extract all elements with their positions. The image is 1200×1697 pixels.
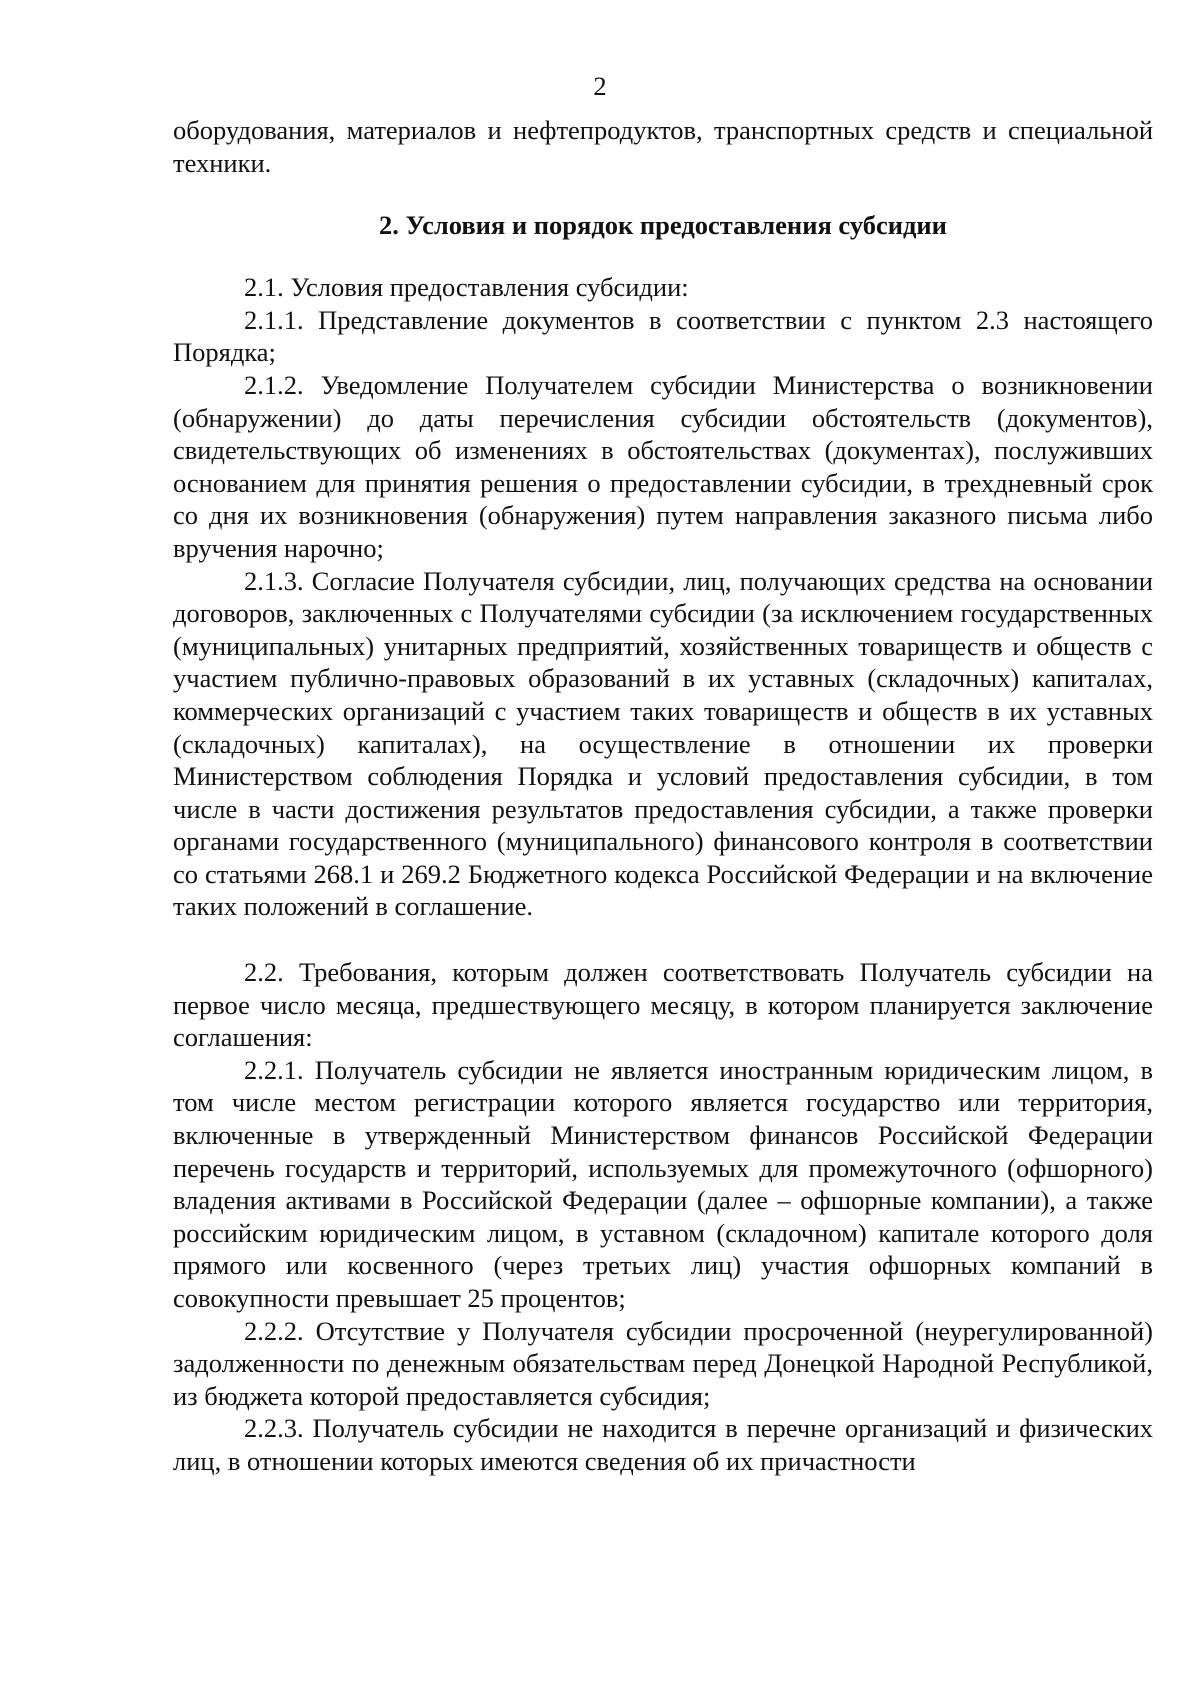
document-body	[173, 114, 1153, 1478]
paragraph-2-2-3: 2.2.3. Получатель субсидии не находится в перечне организаций и физических лиц, в отношении которых имеются сведения об их причастности	[173, 1413, 1153, 1476]
page-number: 2	[593, 71, 607, 101]
paragraph-2-1: 2.1. Условия предоставления субсидии:	[244, 272, 689, 303]
paragraph-continuation: оборудования, материалов и нефтепродуктов, транспортных средств и специальной техники.	[173, 115, 1153, 178]
paragraph-2-1-2: 2.1.2. Уведомление Получателем субсидии Министерства о возникновении (обнаружении) до даты перечисления субсидии обстоятельств (документов), свидетельствующих об изменениях в обстоятельствах (документах), послуживших основанием для принятия решения о предоставлении субсидии, в трехдневный срок со дня их возникновения (обнаружения) путем направления заказного письма либо вручения нарочно;	[173, 369, 1153, 563]
paragraph-2-1-1: 2.1.1. Представление документов в соответствии с пунктом 2.3 настоящего Порядка;	[173, 304, 1153, 368]
paragraph-2-2-1: 2.2.1. Получатель субсидии не является иностранным юридическим лицом, в том числе местом регистрации которого является государство или территория, включенные в утвержденный Министерством финансов Российской Федерации перечень государств и территорий, используемых для промежуточного (офшорного) владения активами в Российской Федерации (далее – офшорные компании), а также российским юридическим лицом, в уставном (складочном) капитале которого доля прямого или косвенного (через третьих лиц) участия офшорных компаний в совокупности превышает 25 процентов;	[173, 1054, 1153, 1313]
paragraph-2-2: 2.2. Требования, которым должен соответствовать Получатель субсидии на первое число месяца, предшествующего месяцу, в котором планируется заключение соглашения:	[173, 957, 1153, 1053]
paragraph-spacer	[173, 923, 1153, 956]
paragraph-2-2-2: 2.2.2. Отсутствие у Получателя субсидии просроченной (неурегулированной) задолженности по денежным обязательствам перед Донецкой Народной Республикой, из бюджета которой предоставляется субсидия;	[173, 1315, 1153, 1411]
paragraph-2-1-3: 2.1.3. Согласие Получателя субсидии, лиц, получающих средства на основании договоров, заключенных с Получателями субсидии (за исключением государственных (муниципальных) унитарных предприятий, хозяйственных товариществ и обществ с участием публично-правовых образований в их уставных (складочных) капиталах, коммерческих организаций с участием таких товариществ и обществ в их уставных (складочных) капиталах), на осуществление в отношении их проверки Министерством соблюдения Порядка и условий предоставления субсидии, в том числе в части достижения результатов предоставления субсидии, а также проверки органами государственного (муниципального) финансового контроля в соответствии со статьями 268.1 и 269.2 Бюджетного кодекса Российской Федерации и на включение таких положений в соглашение.	[173, 565, 1153, 922]
section-heading: 2. Условия и порядок предоставления субсидии	[379, 210, 947, 241]
